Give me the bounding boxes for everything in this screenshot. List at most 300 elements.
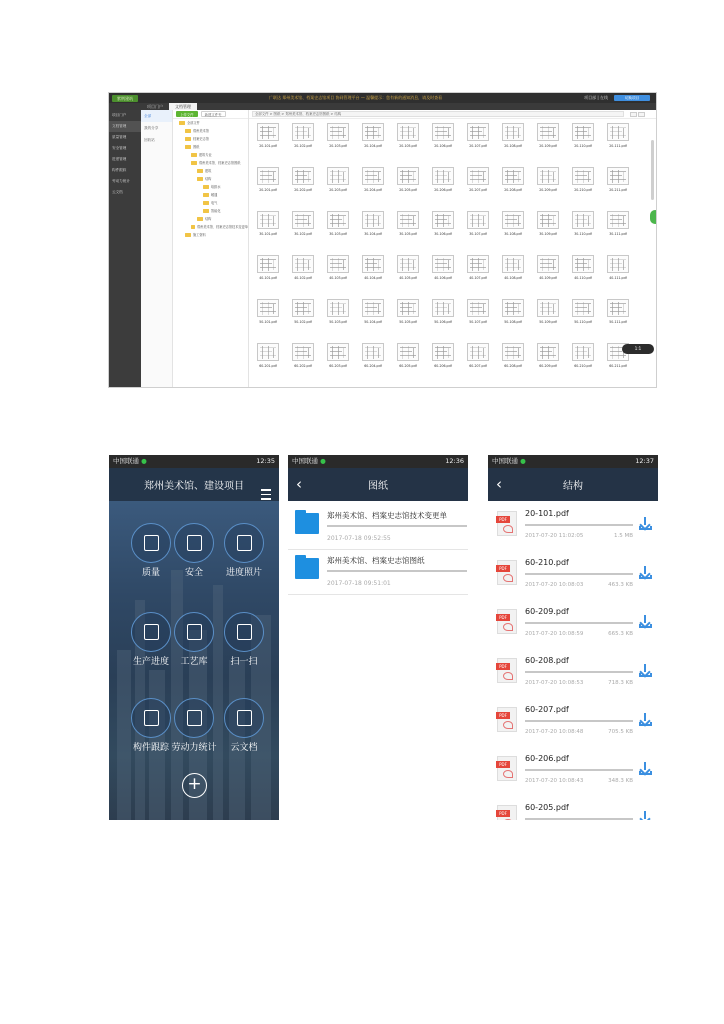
- user-info: 项目部 | 在线: [584, 95, 608, 100]
- drawing-thumbnail-icon: [572, 123, 594, 141]
- page-title: 郑州美术馆、建设项目: [144, 481, 244, 492]
- file-item[interactable]: [535, 167, 561, 199]
- file-name: 50-105.pdf: [399, 320, 417, 324]
- file-item[interactable]: [395, 299, 421, 331]
- drawing-thumbnail-icon: [467, 299, 489, 317]
- tree-node[interactable]: [173, 167, 248, 175]
- file-item[interactable]: [395, 167, 421, 199]
- file-name: 50-101.pdf: [259, 320, 277, 324]
- file-name: 60-211.pdf: [609, 364, 627, 368]
- folder-icon: [203, 201, 209, 205]
- pdf-row[interactable]: [488, 554, 658, 603]
- feature-tile[interactable]: [219, 523, 269, 578]
- drawing-thumbnail-icon: [572, 343, 594, 361]
- drawing-thumbnail-icon: [257, 299, 279, 317]
- file-item[interactable]: [360, 211, 386, 243]
- tree-node[interactable]: [173, 135, 248, 143]
- file-item[interactable]: [325, 123, 351, 155]
- file-item[interactable]: [255, 255, 281, 287]
- notice-text: 广联达 郑州美术馆、档案史志馆项目 协同管理平台 — 温馨提示：您有新的通知消息，请及时查看: [269, 95, 443, 100]
- sidebar-item[interactable]: 文档管理: [109, 121, 141, 132]
- file-name: 20-210.pdf: [574, 188, 592, 192]
- file-item[interactable]: [465, 255, 491, 287]
- list-view-icon[interactable]: [638, 112, 645, 117]
- file-name: 40-104.pdf: [364, 276, 382, 280]
- folder-date: 2017-07-18 09:51:01: [327, 580, 391, 587]
- file-item[interactable]: [570, 167, 596, 199]
- sidebar-item[interactable]: 劳动力统计: [112, 179, 130, 183]
- file-item[interactable]: [325, 255, 351, 287]
- folder-icon: [203, 193, 209, 197]
- file-name: 50-107.pdf: [469, 320, 487, 324]
- file-name: 40-111.pdf: [609, 276, 627, 280]
- feature-tile[interactable]: [169, 612, 219, 667]
- pdf-divider: [525, 671, 633, 673]
- file-item[interactable]: [535, 255, 561, 287]
- sidebar-item[interactable]: 项目门户: [112, 113, 127, 117]
- tree-node-label: 施工资料: [193, 233, 206, 237]
- pdf-name: 60-208.pdf: [525, 656, 569, 665]
- file-name: 20-102.pdf: [294, 144, 312, 148]
- drawing-thumbnail-icon: [292, 211, 314, 229]
- file-name: 30-108.pdf: [504, 232, 522, 236]
- scan-icon: [224, 612, 264, 652]
- tile-label: 云文档: [230, 743, 258, 753]
- file-item[interactable]: [500, 211, 526, 243]
- file-item[interactable]: [605, 211, 631, 243]
- grid-view-icon[interactable]: [630, 112, 637, 117]
- file-item[interactable]: [570, 123, 596, 155]
- file-item[interactable]: [500, 255, 526, 287]
- folder-icon: [185, 137, 191, 141]
- file-item[interactable]: [500, 123, 526, 155]
- file-item[interactable]: [395, 211, 421, 243]
- file-item[interactable]: [465, 299, 491, 331]
- file-area: [249, 110, 656, 387]
- drawing-thumbnail-icon: [362, 299, 384, 317]
- file-name: 50-104.pdf: [364, 320, 382, 324]
- pdf-date: 2017-07-20 10:08:03: [525, 582, 584, 588]
- file-item[interactable]: [255, 211, 281, 243]
- file-name: 20-110.pdf: [574, 144, 592, 148]
- tree-node-label: 郑州美术馆: [193, 129, 209, 133]
- file-grid: [255, 123, 650, 387]
- pdf-row[interactable]: [488, 603, 658, 652]
- file-item[interactable]: [465, 123, 491, 155]
- feature-tile[interactable]: [219, 612, 269, 667]
- back-icon[interactable]: ‹: [296, 475, 302, 493]
- feature-tile[interactable]: [169, 523, 219, 578]
- tile-glyph: [187, 624, 202, 640]
- folder-divider: [327, 525, 467, 527]
- file-item[interactable]: [360, 167, 386, 199]
- file-item[interactable]: [500, 343, 526, 375]
- file-item[interactable]: [535, 211, 561, 243]
- switch-project-button[interactable]: 切换项目: [614, 95, 650, 101]
- download-icon[interactable]: [639, 762, 652, 775]
- file-item[interactable]: [430, 167, 456, 199]
- file-name: 40-105.pdf: [399, 276, 417, 280]
- path-bar: [249, 110, 656, 119]
- tile-label: 构件跟踪: [132, 743, 169, 753]
- file-item[interactable]: [605, 255, 631, 287]
- progress-icon: [131, 612, 171, 652]
- file-item[interactable]: [290, 343, 316, 375]
- drawing-thumbnail-icon: [327, 211, 349, 229]
- pdf-name: 60-210.pdf: [525, 558, 569, 567]
- pdf-date: 2017-07-20 10:08:43: [525, 778, 584, 784]
- download-icon[interactable]: [639, 615, 652, 628]
- tree-node-label: 建筑专业: [199, 153, 212, 157]
- download-arrow: [644, 615, 646, 623]
- pdf-date: 2017-07-20 10:08:48: [525, 729, 584, 735]
- download-icon[interactable]: [639, 713, 652, 726]
- file-name: 60-203.pdf: [329, 364, 347, 368]
- download-icon[interactable]: [639, 517, 652, 530]
- file-item[interactable]: [535, 123, 561, 155]
- drawing-thumbnail-icon: [572, 167, 594, 185]
- tree-node-label: 档案史志馆: [193, 137, 209, 141]
- pdf-tag: PDF: [496, 761, 510, 768]
- file-item[interactable]: [465, 167, 491, 199]
- file-item[interactable]: [255, 299, 281, 331]
- nav-bar: [288, 468, 468, 501]
- file-item[interactable]: [290, 123, 316, 155]
- tile-glyph: [237, 535, 252, 551]
- folder-icon: [191, 153, 197, 157]
- folder-tree: [173, 110, 249, 387]
- tree-node[interactable]: [173, 199, 248, 207]
- drawing-thumbnail-icon: [292, 255, 314, 273]
- phone-home: [109, 455, 279, 820]
- file-item[interactable]: [430, 211, 456, 243]
- tree-node[interactable]: [173, 183, 248, 191]
- tab-documents[interactable]: 文档管理: [169, 103, 197, 110]
- file-name: 30-110.pdf: [574, 232, 592, 236]
- sidebar-item[interactable]: 进度管理: [112, 157, 127, 161]
- acrobat-icon: [503, 574, 513, 582]
- file-item[interactable]: [395, 255, 421, 287]
- file-name: 20-208.pdf: [504, 188, 522, 192]
- drawing-thumbnail-icon: [537, 123, 559, 141]
- tree-node[interactable]: [173, 175, 248, 183]
- signal-dot-icon: ●: [320, 457, 326, 465]
- tile-glyph: [187, 710, 202, 726]
- drawing-thumbnail-icon: [292, 167, 314, 185]
- file-name: 40-107.pdf: [469, 276, 487, 280]
- file-item[interactable]: [570, 299, 596, 331]
- folder-name: 郑州美术馆、档案史志馆图纸: [327, 556, 425, 565]
- file-name: 20-103.pdf: [329, 144, 347, 148]
- file-item[interactable]: [430, 343, 456, 375]
- acrobat-icon: [503, 672, 513, 680]
- labor-icon: [174, 698, 214, 738]
- download-tray: [639, 673, 652, 677]
- zoom-toggle-button[interactable]: 1:1: [622, 344, 654, 354]
- file-name: 20-211.pdf: [609, 188, 627, 192]
- file-name: 30-102.pdf: [294, 232, 312, 236]
- pdf-row[interactable]: [488, 505, 658, 554]
- pdf-icon: [497, 805, 517, 820]
- download-tray: [639, 575, 652, 579]
- file-item[interactable]: [430, 123, 456, 155]
- download-icon[interactable]: [639, 664, 652, 677]
- pdf-row[interactable]: [488, 799, 658, 820]
- pdf-name: 60-205.pdf: [525, 803, 569, 812]
- file-item[interactable]: [290, 255, 316, 287]
- drawing-thumbnail-icon: [432, 123, 454, 141]
- tree-node[interactable]: [173, 207, 248, 215]
- new-folder-button[interactable]: 新建文件夹: [201, 111, 226, 117]
- file-name: 20-108.pdf: [504, 144, 522, 148]
- file-item[interactable]: [500, 299, 526, 331]
- file-item[interactable]: [570, 211, 596, 243]
- folder-icon: [179, 121, 185, 125]
- file-item[interactable]: [500, 167, 526, 199]
- file-name: 60-209.pdf: [539, 364, 557, 368]
- tree-node[interactable]: [173, 127, 248, 135]
- pdf-row[interactable]: [488, 750, 658, 799]
- feature-tile[interactable]: [219, 698, 269, 753]
- file-item[interactable]: [290, 211, 316, 243]
- folder-icon: [203, 185, 209, 189]
- tile-glyph: [237, 710, 252, 726]
- file-item[interactable]: [290, 167, 316, 199]
- tile-glyph: [144, 710, 159, 726]
- page-title: 图纸: [368, 481, 388, 492]
- acrobat-icon: [503, 770, 513, 778]
- folder-row[interactable]: [288, 505, 468, 550]
- file-item[interactable]: [325, 211, 351, 243]
- sidebar-item[interactable]: 云文档: [112, 190, 123, 194]
- folder-icon: [295, 558, 319, 579]
- desktop-screenshot: [108, 92, 657, 388]
- download-arrow: [644, 811, 646, 819]
- tree-node[interactable]: [173, 119, 248, 127]
- drawing-thumbnail-icon: [607, 211, 629, 229]
- pdf-date: 2017-07-20 10:08:59: [525, 631, 584, 637]
- pdf-icon: [497, 658, 517, 683]
- file-item[interactable]: [570, 343, 596, 375]
- signal-dot-icon: ●: [141, 457, 147, 465]
- drawing-thumbnail-icon: [572, 211, 594, 229]
- drawing-thumbnail-icon: [537, 299, 559, 317]
- drawing-thumbnail-icon: [502, 123, 524, 141]
- file-item[interactable]: [255, 343, 281, 375]
- file-item[interactable]: [570, 255, 596, 287]
- pdf-tag: PDF: [496, 614, 510, 621]
- drawing-thumbnail-icon: [327, 255, 349, 273]
- file-name: 60-201.pdf: [259, 364, 277, 368]
- file-name: 60-206.pdf: [434, 364, 452, 368]
- download-arrow: [644, 517, 646, 525]
- back-icon[interactable]: ‹: [496, 475, 502, 493]
- file-item[interactable]: [255, 167, 281, 199]
- photo-icon: [224, 523, 264, 563]
- drawing-thumbnail-icon: [607, 123, 629, 141]
- file-item[interactable]: [430, 255, 456, 287]
- file-item[interactable]: [325, 167, 351, 199]
- file-item[interactable]: [430, 299, 456, 331]
- tree-node[interactable]: [173, 159, 248, 167]
- file-item[interactable]: [605, 167, 631, 199]
- tree-nodes: [173, 119, 248, 239]
- tree-node-label: 图纸: [193, 145, 200, 149]
- acrobat-icon: [503, 623, 513, 631]
- pdf-tag: PDF: [496, 810, 510, 817]
- drawing-thumbnail-icon: [362, 123, 384, 141]
- drawing-thumbnail-icon: [607, 167, 629, 185]
- file-name: 40-102.pdf: [294, 276, 312, 280]
- tree-node[interactable]: [173, 223, 248, 231]
- file-item[interactable]: [535, 343, 561, 375]
- drawing-thumbnail-icon: [537, 211, 559, 229]
- drawing-thumbnail-icon: [537, 255, 559, 273]
- file-item[interactable]: [325, 343, 351, 375]
- tree-node-label: 给排水: [211, 185, 221, 189]
- file-name: 20-109.pdf: [539, 144, 557, 148]
- file-name: 50-109.pdf: [539, 320, 557, 324]
- tree-node[interactable]: [173, 231, 248, 239]
- file-item[interactable]: [535, 299, 561, 331]
- drawing-thumbnail-icon: [257, 123, 279, 141]
- file-name: 20-204.pdf: [364, 188, 382, 192]
- carrier-text: 中国联通: [492, 457, 518, 465]
- sidebar-item[interactable]: 质量管理: [112, 135, 127, 139]
- drawing-thumbnail-icon: [432, 343, 454, 361]
- file-item[interactable]: [255, 123, 281, 155]
- folder-icon: [185, 145, 191, 149]
- file-item[interactable]: [360, 299, 386, 331]
- drawing-thumbnail-icon: [327, 123, 349, 141]
- file-name: 20-207.pdf: [469, 188, 487, 192]
- file-item[interactable]: [605, 299, 631, 331]
- status-bar: [288, 455, 468, 468]
- file-name: 40-109.pdf: [539, 276, 557, 280]
- file-item[interactable]: [325, 299, 351, 331]
- acrobat-icon: [503, 721, 513, 729]
- add-button[interactable]: +: [182, 773, 207, 798]
- drawing-thumbnail-icon: [257, 255, 279, 273]
- drawing-thumbnail-icon: [397, 211, 419, 229]
- drawing-thumbnail-icon: [362, 255, 384, 273]
- drawing-thumbnail-icon: [257, 211, 279, 229]
- download-tray: [639, 624, 652, 628]
- clock-text: 12:37: [635, 457, 654, 465]
- file-name: 20-209.pdf: [539, 188, 557, 192]
- file-item[interactable]: [605, 123, 631, 155]
- doc-nav-item[interactable]: 回收站: [144, 138, 155, 142]
- tile-glyph: [237, 624, 252, 640]
- acrobat-icon: [503, 819, 513, 820]
- folder-icon: [197, 177, 203, 181]
- file-item[interactable]: [465, 211, 491, 243]
- tab-bar: [109, 103, 656, 110]
- file-item[interactable]: [465, 343, 491, 375]
- drawing-thumbnail-icon: [537, 343, 559, 361]
- download-icon[interactable]: [639, 566, 652, 579]
- drawing-thumbnail-icon: [607, 299, 629, 317]
- pdf-size: 463.3 KB: [608, 582, 633, 588]
- pdf-divider: [525, 573, 633, 575]
- download-tray: [639, 722, 652, 726]
- file-name: 20-205.pdf: [399, 188, 417, 192]
- drawing-thumbnail-icon: [502, 343, 524, 361]
- doc-nav-item[interactable]: 我的分享: [144, 126, 159, 130]
- file-item[interactable]: [395, 343, 421, 375]
- file-item[interactable]: [395, 123, 421, 155]
- file-name: 30-103.pdf: [329, 232, 347, 236]
- file-item[interactable]: [360, 123, 386, 155]
- file-name: 20-105.pdf: [399, 144, 417, 148]
- sidebar-item[interactable]: 构件跟踪: [112, 168, 127, 172]
- drawing-thumbnail-icon: [362, 167, 384, 185]
- title-bar: [109, 93, 656, 103]
- tile-label: 进度照片: [225, 568, 262, 578]
- tree-node-label: 结构: [205, 217, 212, 221]
- breadcrumb: 全部文件 > 图纸 > 郑州美术馆、档案史志馆图纸 > 结构: [252, 111, 624, 117]
- nav-bar: [109, 468, 279, 501]
- file-item[interactable]: [360, 343, 386, 375]
- chat-icon[interactable]: [650, 210, 657, 224]
- file-name: 60-208.pdf: [504, 364, 522, 368]
- file-name: 40-110.pdf: [574, 276, 592, 280]
- doc-nav-item[interactable]: 全部: [141, 110, 172, 122]
- pdf-size: 665.3 KB: [608, 631, 633, 637]
- pdf-row[interactable]: [488, 701, 658, 750]
- download-icon[interactable]: [639, 811, 652, 820]
- pdf-name: 60-207.pdf: [525, 705, 569, 714]
- tree-node[interactable]: [173, 191, 248, 199]
- file-name: 50-103.pdf: [329, 320, 347, 324]
- page-title: 结构: [563, 481, 583, 492]
- drawing-thumbnail-icon: [502, 255, 524, 273]
- folder-date: 2017-07-18 09:52:55: [327, 535, 391, 542]
- drawing-thumbnail-icon: [327, 299, 349, 317]
- pdf-row[interactable]: [488, 652, 658, 701]
- sidebar-item[interactable]: 安全管理: [112, 146, 127, 150]
- upload-button[interactable]: 上传文件: [176, 111, 198, 117]
- drawing-thumbnail-icon: [397, 167, 419, 185]
- pdf-divider: [525, 524, 633, 526]
- tree-node[interactable]: [173, 143, 248, 151]
- feature-tile[interactable]: [169, 698, 219, 753]
- drawing-thumbnail-icon: [467, 123, 489, 141]
- file-item[interactable]: [360, 255, 386, 287]
- file-name: 30-101.pdf: [259, 232, 277, 236]
- craft-icon: [174, 612, 214, 652]
- tracking-icon: [131, 698, 171, 738]
- tile-glyph: [144, 624, 159, 640]
- pdf-name: 60-209.pdf: [525, 607, 569, 616]
- tab-portal[interactable]: 项目门户: [147, 104, 163, 109]
- scrollbar[interactable]: [651, 140, 654, 200]
- drawing-thumbnail-icon: [432, 299, 454, 317]
- tree-node[interactable]: [173, 151, 248, 159]
- file-item[interactable]: [290, 299, 316, 331]
- drawing-thumbnail-icon: [467, 343, 489, 361]
- carrier-text: 中国联通: [113, 457, 139, 465]
- folder-row[interactable]: [288, 550, 468, 595]
- file-name: 60-204.pdf: [364, 364, 382, 368]
- folder-icon: [191, 225, 195, 229]
- drawing-thumbnail-icon: [572, 299, 594, 317]
- drawing-thumbnail-icon: [502, 167, 524, 185]
- tree-node[interactable]: [173, 215, 248, 223]
- drawing-thumbnail-icon: [397, 343, 419, 361]
- tree-node-label: 郑州美术馆、档案史志馆图纸: [199, 161, 241, 165]
- pdf-size: 1.5 MB: [613, 533, 633, 539]
